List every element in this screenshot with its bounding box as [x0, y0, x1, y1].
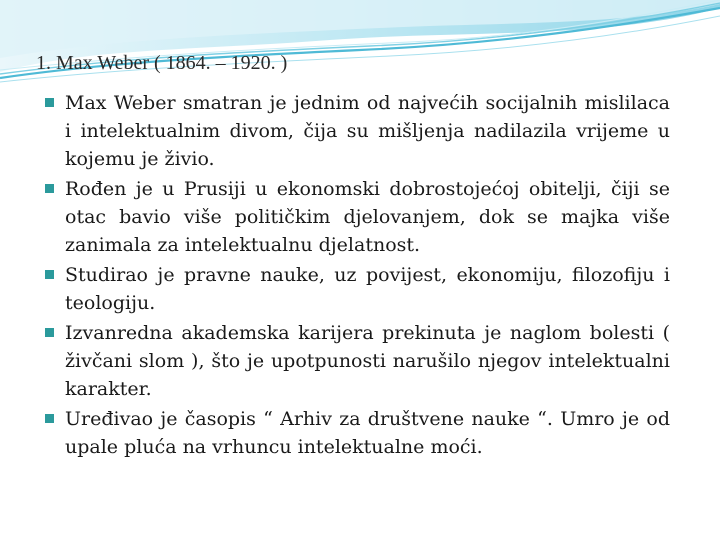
bullet-item: [42, 89, 670, 173]
bullet-text: Max Weber smatran je jednim od najvećih socijalnih mislilaca i intelektualnim divom, čija su mišljenja nadilazila vrijeme u kojemu je živio.: [65, 92, 670, 170]
bullet-list: [42, 89, 670, 463]
square-bullet-icon: [45, 414, 54, 423]
bullet-text: Studirao je pravne nauke, uz povijest, ekonomiju, filozofiju i teologiju.: [65, 264, 670, 314]
square-bullet-icon: [45, 270, 54, 279]
bullet-text: Izvanredna akademska karijera prekinuta je naglom bolesti ( živčani slom ), što je upotpunosti narušilo njegov intelektualni karakter.: [65, 322, 670, 400]
bullet-item: [42, 405, 670, 461]
square-bullet-icon: [45, 184, 54, 193]
bullet-text: Rođen je u Prusiji u ekonomski dobrostojećoj obitelji, čiji se otac bavio više političkim djelovanjem, dok se majka više zanimala za intelektualnu djelatnost.: [65, 178, 670, 256]
bullet-item: [42, 319, 670, 403]
bullet-item: [42, 261, 670, 317]
square-bullet-icon: [45, 328, 54, 337]
bullet-item: [42, 175, 670, 259]
slide-title: 1. Max Weber ( 1864. – 1920. ): [36, 52, 288, 74]
square-bullet-icon: [45, 98, 54, 107]
bullet-text: Uređivao je časopis “ Arhiv za društvene nauke “. Umro je od upale pluća na vrhuncu intelektualne moći.: [65, 408, 670, 458]
